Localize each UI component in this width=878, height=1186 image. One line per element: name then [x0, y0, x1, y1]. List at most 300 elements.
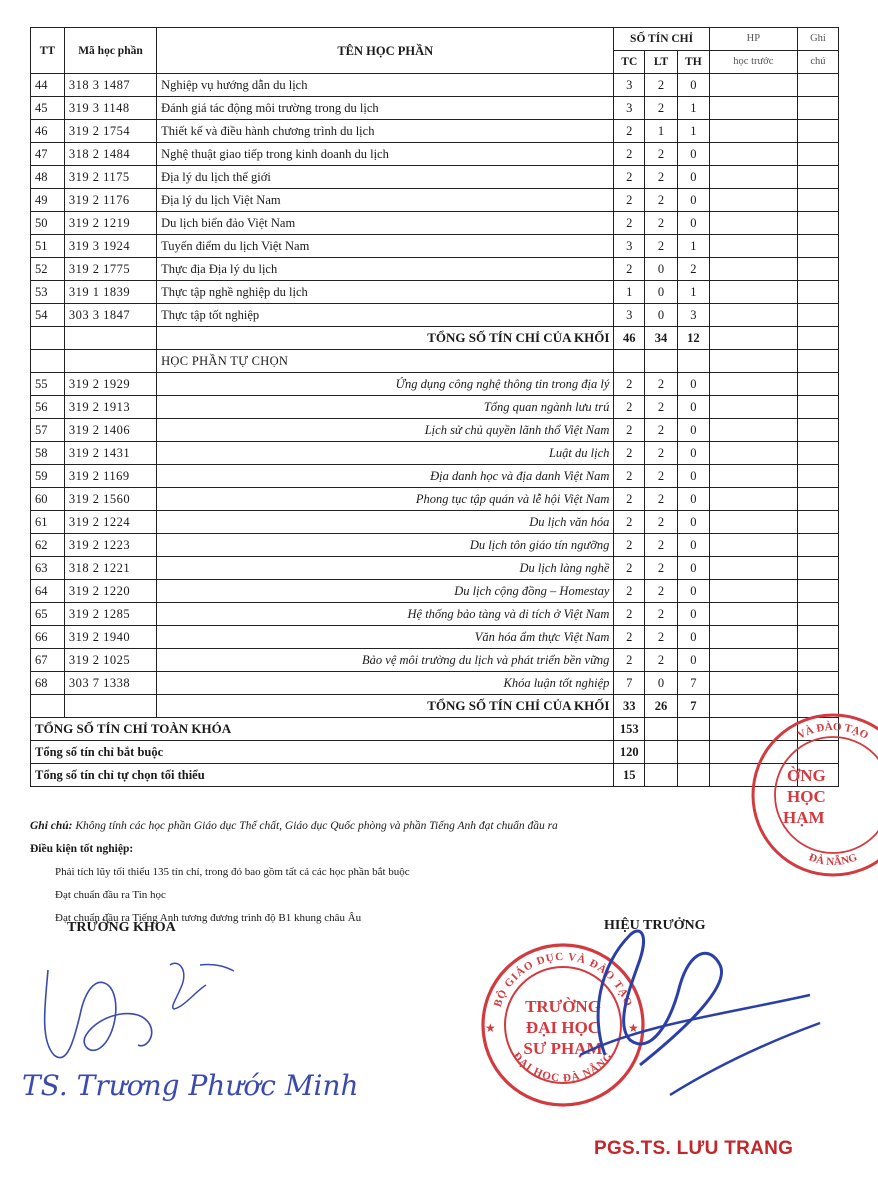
credits-tc: 2 — [614, 649, 645, 672]
course-code: 319 2 1913 — [64, 396, 156, 419]
prereq-cell — [709, 258, 797, 281]
course-code: 319 2 1285 — [64, 603, 156, 626]
note-cell — [797, 166, 838, 189]
course-row — [31, 488, 839, 511]
credits-lt: 0 — [645, 258, 678, 281]
side-stamp-line-3: HẠM — [783, 808, 825, 827]
note-cell — [797, 626, 838, 649]
note-line — [30, 815, 850, 838]
credits-lt: 2 — [645, 580, 678, 603]
note-cell — [797, 649, 838, 672]
note-prefix: Ghi chú: — [30, 820, 73, 832]
note-cell — [797, 557, 838, 580]
empty-cell — [31, 350, 65, 373]
note-cell — [797, 396, 838, 419]
total-th: 7 — [677, 695, 709, 718]
credits-th: 1 — [677, 235, 709, 258]
course-name: Bảo vệ môi trường du lịch và phát triển bền vững — [157, 649, 614, 672]
credits-tc: 3 — [614, 74, 645, 97]
credits-tc: 7 — [614, 672, 645, 695]
course-code: 319 2 1223 — [64, 534, 156, 557]
summary-row — [31, 718, 839, 741]
summary-row — [31, 741, 839, 764]
dean-title: TRƯỞNG KHOA — [67, 920, 176, 935]
summary-row — [31, 764, 839, 787]
course-row — [31, 672, 839, 695]
course-name: Nghiệp vụ hướng dẫn du lịch — [157, 74, 614, 97]
course-name: Địa lý du lịch thế giới — [157, 166, 614, 189]
course-code: 319 2 1754 — [64, 120, 156, 143]
note-cell — [797, 97, 838, 120]
dean-signature — [20, 945, 380, 1105]
credits-th: 0 — [677, 511, 709, 534]
prereq-cell — [709, 419, 797, 442]
credits-th: 7 — [677, 672, 709, 695]
empty-cell — [64, 327, 156, 350]
credits-th: 0 — [677, 74, 709, 97]
note-cell — [797, 373, 838, 396]
course-name: Lịch sử chủ quyền lãnh thổ Việt Nam — [157, 419, 614, 442]
credits-th: 0 — [677, 580, 709, 603]
empty-cell — [645, 350, 678, 373]
empty-cell — [709, 327, 797, 350]
credits-lt: 2 — [645, 511, 678, 534]
header-note: Ghi — [797, 28, 838, 51]
course-name: Du lịch làng nghề — [157, 557, 614, 580]
course-row — [31, 281, 839, 304]
prereq-cell — [709, 603, 797, 626]
credits-tc: 3 — [614, 235, 645, 258]
course-code: 318 3 1487 — [64, 74, 156, 97]
prereq-cell — [709, 649, 797, 672]
svg-text:VÀ ĐÀO TẠO — [796, 721, 871, 742]
block-total-row — [31, 327, 839, 350]
course-code: 319 2 1176 — [64, 189, 156, 212]
table-body — [31, 74, 839, 787]
summary-value: 15 — [614, 764, 645, 787]
prereq-cell — [709, 143, 797, 166]
credits-lt: 2 — [645, 396, 678, 419]
credits-tc: 3 — [614, 97, 645, 120]
side-stamp — [743, 705, 878, 885]
header-th: TH — [677, 51, 709, 74]
empty-cell — [797, 350, 838, 373]
header-name: TÊN HỌC PHẦN — [157, 28, 614, 74]
row-number: 55 — [31, 373, 65, 396]
credits-tc: 2 — [614, 626, 645, 649]
row-number: 48 — [31, 166, 65, 189]
course-name: Văn hóa ẩm thực Việt Nam — [157, 626, 614, 649]
credits-tc: 2 — [614, 580, 645, 603]
credits-tc: 1 — [614, 281, 645, 304]
prereq-cell — [709, 120, 797, 143]
credits-lt: 1 — [645, 120, 678, 143]
note-cell — [797, 442, 838, 465]
note-cell — [797, 120, 838, 143]
credits-th: 0 — [677, 419, 709, 442]
prereq-cell — [709, 373, 797, 396]
note-cell — [797, 212, 838, 235]
note-cell — [797, 281, 838, 304]
summary-label: Tổng số tín chỉ tự chọn tối thiểu — [31, 764, 614, 787]
credits-tc: 2 — [614, 396, 645, 419]
credits-lt: 2 — [645, 649, 678, 672]
credits-tc: 2 — [614, 557, 645, 580]
course-row — [31, 212, 839, 235]
credits-lt: 0 — [645, 672, 678, 695]
stamp-line-2: ĐẠI HỌC — [525, 1018, 601, 1037]
empty-cell — [645, 764, 678, 787]
course-code: 319 2 1025 — [64, 649, 156, 672]
course-code: 319 2 1406 — [64, 419, 156, 442]
prereq-cell — [709, 166, 797, 189]
summary-value: 120 — [614, 741, 645, 764]
note-cell — [797, 419, 838, 442]
header-tc: TC — [614, 51, 645, 74]
course-row — [31, 465, 839, 488]
course-code: 319 2 1560 — [64, 488, 156, 511]
empty-cell — [797, 327, 838, 350]
stamp-ring-top: BỘ GIÁO DỤC VÀ ĐÀO TẠO — [491, 950, 635, 1009]
prereq-cell — [709, 442, 797, 465]
total-tc: 33 — [614, 695, 645, 718]
course-code: 319 2 1224 — [64, 511, 156, 534]
note-cell — [797, 580, 838, 603]
prereq-cell — [709, 465, 797, 488]
block-total-label: TỔNG SỐ TÍN CHỈ CỦA KHỐI — [157, 695, 614, 718]
course-code: 319 3 1924 — [64, 235, 156, 258]
credits-th: 0 — [677, 626, 709, 649]
course-code: 318 2 1484 — [64, 143, 156, 166]
header-lt: LT — [645, 51, 678, 74]
rector-title: HIỆU TRƯỞNG — [604, 918, 706, 933]
side-stamp-line-1: ỜNG — [787, 766, 826, 785]
course-code: 319 2 1775 — [64, 258, 156, 281]
block-total-label: TỔNG SỐ TÍN CHỈ CỦA KHỐI — [157, 327, 614, 350]
course-row — [31, 580, 839, 603]
course-name: Luật du lịch — [157, 442, 614, 465]
course-name: Phong tục tập quán và lễ hội Việt Nam — [157, 488, 614, 511]
credits-th: 1 — [677, 120, 709, 143]
course-name: Du lịch biển đảo Việt Nam — [157, 212, 614, 235]
course-code: 319 2 1431 — [64, 442, 156, 465]
course-name: Tuyến điểm du lịch Việt Nam — [157, 235, 614, 258]
graduation-item: Đạt chuẩn đầu ra Tiếng Anh tương đương trình độ B1 khung châu Âu — [55, 912, 362, 924]
side-stamp-ring-bottom: ĐÀ NẴNG — [807, 851, 859, 869]
course-row — [31, 166, 839, 189]
note-cell — [797, 488, 838, 511]
credits-tc: 2 — [614, 465, 645, 488]
course-name: Du lịch văn hóa — [157, 511, 614, 534]
course-row — [31, 557, 839, 580]
course-name: Du lịch tôn giáo tín ngưỡng — [157, 534, 614, 557]
summary-value: 153 — [614, 718, 645, 741]
credits-lt: 2 — [645, 189, 678, 212]
empty-cell — [645, 741, 678, 764]
summary-label: Tổng số tín chỉ bắt buộc — [31, 741, 614, 764]
credits-tc: 2 — [614, 534, 645, 557]
course-row — [31, 534, 839, 557]
prereq-cell — [709, 97, 797, 120]
course-row — [31, 97, 839, 120]
course-row — [31, 258, 839, 281]
rector-signature — [520, 905, 840, 1115]
course-row — [31, 649, 839, 672]
course-row — [31, 235, 839, 258]
credits-tc: 3 — [614, 304, 645, 327]
row-number: 59 — [31, 465, 65, 488]
credits-lt: 2 — [645, 557, 678, 580]
course-name: Thực địa Địa lý du lịch — [157, 258, 614, 281]
course-code: 319 2 1220 — [64, 580, 156, 603]
prereq-cell — [709, 557, 797, 580]
side-stamp-line-2: HỌC — [787, 787, 826, 806]
credits-th: 0 — [677, 212, 709, 235]
header-code: Mã học phần — [64, 28, 156, 74]
credits-lt: 0 — [645, 304, 678, 327]
row-number: 45 — [31, 97, 65, 120]
course-name: Ứng dụng công nghệ thông tin trong địa lý — [157, 373, 614, 396]
row-number: 63 — [31, 557, 65, 580]
row-number: 60 — [31, 488, 65, 511]
course-row — [31, 143, 839, 166]
row-number: 57 — [31, 419, 65, 442]
course-code: 319 2 1219 — [64, 212, 156, 235]
row-number: 53 — [31, 281, 65, 304]
course-row — [31, 304, 839, 327]
credits-th: 0 — [677, 465, 709, 488]
note-cell — [797, 235, 838, 258]
row-number: 58 — [31, 442, 65, 465]
total-lt: 34 — [645, 327, 678, 350]
credits-tc: 2 — [614, 442, 645, 465]
course-code: 319 2 1169 — [64, 465, 156, 488]
prereq-cell — [709, 488, 797, 511]
credits-lt: 2 — [645, 626, 678, 649]
course-row — [31, 74, 839, 97]
credits-lt: 2 — [645, 74, 678, 97]
credits-th: 0 — [677, 649, 709, 672]
course-name: Thực tập tốt nghiệp — [157, 304, 614, 327]
empty-cell — [709, 350, 797, 373]
credits-th: 3 — [677, 304, 709, 327]
star-icon: ★ — [485, 1021, 496, 1035]
course-code: 303 7 1338 — [64, 672, 156, 695]
empty-cell — [677, 718, 709, 741]
credits-tc: 2 — [614, 143, 645, 166]
course-row — [31, 189, 839, 212]
header-hp: HP — [709, 28, 797, 51]
total-tc: 46 — [614, 327, 645, 350]
course-row — [31, 442, 839, 465]
row-number: 62 — [31, 534, 65, 557]
credits-th: 0 — [677, 166, 709, 189]
note-cell — [797, 74, 838, 97]
row-number: 67 — [31, 649, 65, 672]
credits-lt: 2 — [645, 97, 678, 120]
course-row — [31, 626, 839, 649]
row-number: 56 — [31, 396, 65, 419]
dean-name: TS. Trương Phước Minh — [22, 1069, 359, 1102]
note-cell — [797, 465, 838, 488]
credits-lt: 2 — [645, 373, 678, 396]
block-total-row — [31, 695, 839, 718]
course-row — [31, 120, 839, 143]
row-number: 52 — [31, 258, 65, 281]
side-stamp-ring-top: VÀ ĐÀO TẠO — [795, 720, 871, 742]
prereq-cell — [709, 534, 797, 557]
empty-cell — [31, 695, 65, 718]
credits-tc: 2 — [614, 419, 645, 442]
prereq-cell — [709, 235, 797, 258]
star-icon: ★ — [628, 1021, 639, 1035]
course-name: Du lịch cộng đồng – Homestay — [157, 580, 614, 603]
elective-heading-row — [31, 350, 839, 373]
prereq-cell — [709, 74, 797, 97]
credits-th: 0 — [677, 488, 709, 511]
rector-name: PGS.TS. LƯU TRANG — [594, 1138, 794, 1159]
credits-lt: 2 — [645, 534, 678, 557]
row-number: 65 — [31, 603, 65, 626]
note-cell — [797, 304, 838, 327]
elective-heading: HỌC PHẦN TỰ CHỌN — [157, 350, 614, 373]
row-number: 44 — [31, 74, 65, 97]
course-name: Khóa luận tốt nghiệp — [157, 672, 614, 695]
prereq-cell — [709, 580, 797, 603]
credits-lt: 2 — [645, 212, 678, 235]
stamp-line-1: TRƯỜNG — [525, 997, 601, 1016]
course-name: Thực tập nghề nghiệp du lịch — [157, 281, 614, 304]
empty-cell — [64, 350, 156, 373]
credits-tc: 2 — [614, 488, 645, 511]
note-cell — [797, 189, 838, 212]
credits-th: 1 — [677, 97, 709, 120]
course-code: 319 3 1148 — [64, 97, 156, 120]
header-credits: SỐ TÍN CHỈ — [614, 28, 709, 51]
empty-cell — [64, 695, 156, 718]
credits-lt: 2 — [645, 143, 678, 166]
credits-lt: 2 — [645, 166, 678, 189]
row-number: 51 — [31, 235, 65, 258]
course-name: Tổng quan ngành lưu trú — [157, 396, 614, 419]
stamp-ring-bottom: ĐẠI HỌC ĐÀ NẴNG — [510, 1050, 616, 1085]
credits-tc: 2 — [614, 166, 645, 189]
course-row — [31, 396, 839, 419]
credits-th: 0 — [677, 534, 709, 557]
course-row — [31, 603, 839, 626]
credits-tc: 2 — [614, 258, 645, 281]
course-code: 318 2 1221 — [64, 557, 156, 580]
row-number: 50 — [31, 212, 65, 235]
row-number: 64 — [31, 580, 65, 603]
prereq-cell — [709, 281, 797, 304]
credits-tc: 2 — [614, 373, 645, 396]
note-cell — [797, 672, 838, 695]
row-number: 68 — [31, 672, 65, 695]
credits-th: 0 — [677, 442, 709, 465]
graduation-title: Điều kiện tốt nghiệp: — [30, 843, 134, 855]
course-row — [31, 373, 839, 396]
credits-th: 0 — [677, 373, 709, 396]
row-number: 46 — [31, 120, 65, 143]
total-lt: 26 — [645, 695, 678, 718]
stamp-line-3: SƯ PHẠM — [523, 1039, 603, 1058]
course-code: 319 2 1929 — [64, 373, 156, 396]
credits-th: 1 — [677, 281, 709, 304]
note-cell — [797, 143, 838, 166]
credits-tc: 2 — [614, 120, 645, 143]
credits-lt: 2 — [645, 465, 678, 488]
course-name: Đánh giá tác động môi trường trong du lịch — [157, 97, 614, 120]
header-tt: TT — [31, 28, 65, 74]
row-number: 54 — [31, 304, 65, 327]
prereq-cell — [709, 212, 797, 235]
credits-th: 0 — [677, 143, 709, 166]
credits-tc: 2 — [614, 212, 645, 235]
empty-cell — [614, 350, 645, 373]
note-cell — [797, 603, 838, 626]
credits-lt: 2 — [645, 603, 678, 626]
credits-tc: 2 — [614, 189, 645, 212]
course-code: 319 1 1839 — [64, 281, 156, 304]
graduation-item: Phải tích lũy tối thiểu 135 tín chỉ, trong đó bao gồm tất cả các học phần bắt buộc — [55, 866, 410, 878]
header-hp-prior: học trước — [709, 51, 797, 74]
course-name: Nghệ thuật giao tiếp trong kinh doanh du lịch — [157, 143, 614, 166]
course-code: 303 3 1847 — [64, 304, 156, 327]
prereq-cell — [709, 304, 797, 327]
credits-tc: 2 — [614, 603, 645, 626]
credits-th: 0 — [677, 189, 709, 212]
prereq-cell — [709, 626, 797, 649]
course-name: Địa danh học và địa danh Việt Nam — [157, 465, 614, 488]
empty-cell — [31, 327, 65, 350]
row-number: 47 — [31, 143, 65, 166]
summary-label: TỔNG SỐ TÍN CHỈ TOÀN KHÓA — [31, 718, 614, 741]
note-cell — [797, 258, 838, 281]
row-number: 66 — [31, 626, 65, 649]
note-cell — [797, 511, 838, 534]
credits-lt: 0 — [645, 281, 678, 304]
row-number: 61 — [31, 511, 65, 534]
course-name: Hệ thống bảo tàng và di tích ở Việt Nam — [157, 603, 614, 626]
course-row — [31, 419, 839, 442]
curriculum-table — [30, 27, 839, 787]
credits-lt: 2 — [645, 442, 678, 465]
header-note-2: chú — [797, 51, 838, 74]
course-name: Thiết kế và điều hành chương trình du lịch — [157, 120, 614, 143]
total-th: 12 — [677, 327, 709, 350]
prereq-cell — [709, 189, 797, 212]
prereq-cell — [709, 511, 797, 534]
note-text: Không tính các học phần Giáo dục Thể chất, Giáo dục Quốc phòng và phần Tiếng Anh đạt chuẩn đầu ra — [72, 820, 558, 832]
prereq-cell — [709, 396, 797, 419]
credits-lt: 2 — [645, 488, 678, 511]
prereq-cell — [709, 672, 797, 695]
course-code: 319 2 1175 — [64, 166, 156, 189]
credits-tc: 2 — [614, 511, 645, 534]
note-cell — [797, 534, 838, 557]
empty-cell — [677, 764, 709, 787]
graduation-item: Đạt chuẩn đầu ra Tin học — [55, 889, 166, 901]
empty-cell — [677, 741, 709, 764]
empty-cell — [677, 350, 709, 373]
credits-th: 0 — [677, 396, 709, 419]
row-number: 49 — [31, 189, 65, 212]
course-name: Địa lý du lịch Việt Nam — [157, 189, 614, 212]
credits-th: 0 — [677, 603, 709, 626]
credits-lt: 2 — [645, 419, 678, 442]
course-row — [31, 511, 839, 534]
